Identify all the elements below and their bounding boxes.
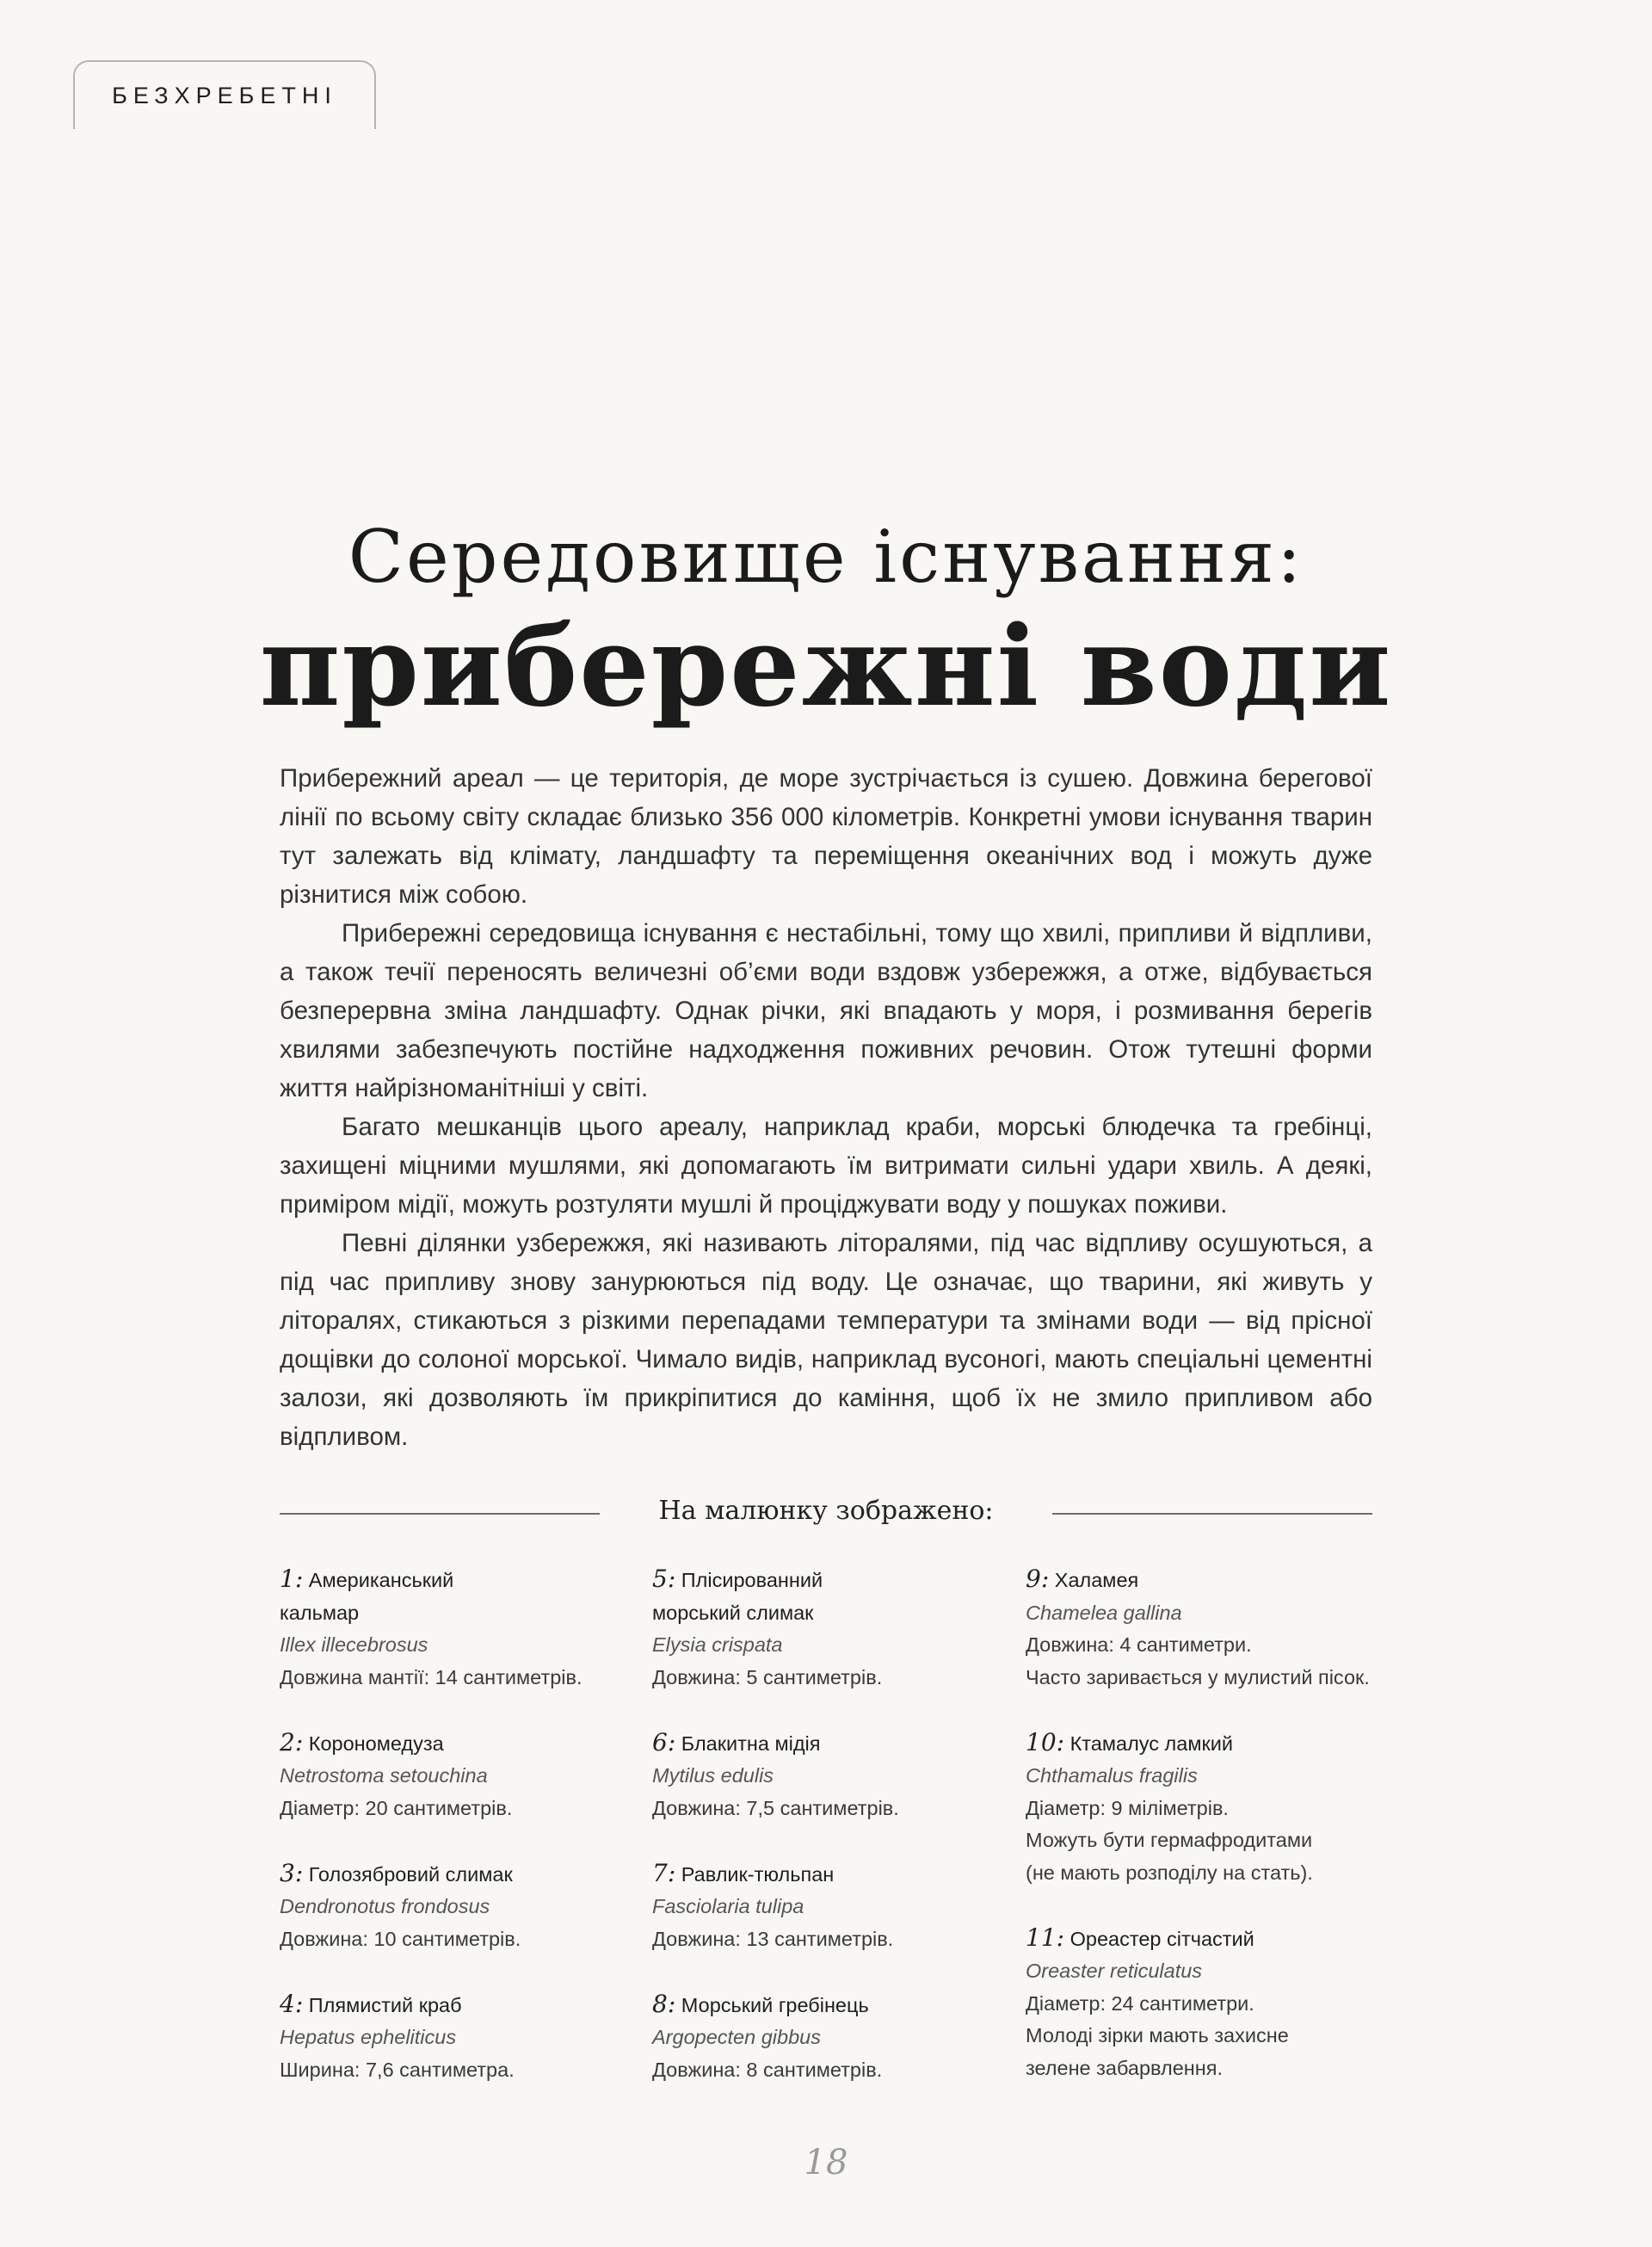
legend-item-name: Корономедуза (308, 1732, 444, 1755)
legend-item-number: 9: (1026, 1565, 1050, 1593)
legend-item-number: 2: (280, 1727, 304, 1756)
legend-item (1026, 1563, 1387, 1694)
legend-item-heading (652, 1988, 996, 2022)
section-tab-label: БЕЗХРЕБЕТНІ (112, 83, 337, 108)
legend-column-2 (652, 1563, 996, 2119)
legend-item-detail: Довжина: 13 сантиметрів. (652, 1927, 894, 1950)
legend-item-detail: Довжина мантії: 14 сантиметрів. (280, 1665, 583, 1688)
legend-item-heading (280, 1726, 624, 1761)
legend-item-number: 5: (652, 1565, 676, 1593)
section-tab (73, 60, 376, 129)
legend-item-heading (652, 1857, 996, 1892)
legend-item-name: Ореастер сітчастий (1069, 1927, 1254, 1950)
legend-item-name: Морський гребінець (681, 1993, 869, 2016)
legend-item-latin: Elysia crispata (652, 1633, 783, 1656)
legend-item (1026, 1726, 1387, 1890)
legend-item-detail: Довжина: 10 сантиметрів. (280, 1927, 521, 1950)
legend-item (652, 1726, 996, 1825)
legend-item-latin: Chthamalus fragilis (1026, 1764, 1198, 1787)
legend-item (652, 1988, 996, 2087)
legend-item (280, 1726, 624, 1825)
legend-item-number: 11: (1026, 1923, 1065, 1952)
legend-item-number: 8: (652, 1989, 676, 2018)
legend-item-detail: зелене забарвлення. (1026, 2056, 1223, 2079)
legend-item-number: 7: (652, 1858, 676, 1887)
legend-item-detail: Довжина: 7,5 сантиметрів. (652, 1796, 899, 1819)
legend-item-heading (280, 1988, 624, 2022)
legend-item-name: Халамея (1054, 1569, 1139, 1591)
page-title-line1: Середовище існування: (348, 515, 1304, 599)
legend-item-detail: Довжина: 4 сантиметри. (1026, 1633, 1252, 1656)
legend-item-name: Американський кальмар (280, 1569, 454, 1624)
legend-item-name: Плямистий краб (308, 1993, 462, 2016)
legend-item (652, 1857, 996, 1956)
legend-item-detail: Ширина: 7,6 сантиметра. (280, 2058, 515, 2081)
legend-item-detail: Діаметр: 20 сантиметрів. (280, 1796, 513, 1819)
legend-item-number: 1: (280, 1565, 304, 1593)
legend-item-name: Плісированний морський слимак (652, 1569, 823, 1624)
legend-item-heading (280, 1563, 486, 1629)
page-number: 18 (804, 2143, 848, 2182)
legend-item-name: Ктамалус ламкий (1069, 1732, 1234, 1755)
legend-item-detail: (не мають розподілу на стать). (1026, 1861, 1313, 1884)
legend-item-latin: Chamelea gallina (1026, 1601, 1182, 1624)
legend-item-detail: Діаметр: 9 міліметрів. (1026, 1796, 1229, 1819)
legend-item-heading (1026, 1922, 1387, 1956)
paragraph: Прибережні середовища існування є нестабільні, тому що хвилі, припливи й відпливи, а також течії переносять величезні об’єми води вздовж узбережжя, а отже, відбувається безперервна зміна ландшафту. Однак річки, які впадають у моря, і розмивання берегів хвилями забезпечують постійне надходження поживних речовин. Отож тутешні форми життя найрізноманітніші у світі. (280, 919, 1372, 1102)
legend-item-heading (652, 1563, 859, 1629)
legend-item (1026, 1922, 1387, 2085)
legend-item-latin: Argopecten gibbus (652, 2026, 821, 2048)
legend-title: На малюнку зображено: (658, 1496, 994, 1526)
legend-column-1 (280, 1563, 624, 2119)
legend-item-latin: Oreaster reticulatus (1026, 1960, 1203, 1982)
paragraph: Багато мешканців цього ареалу, наприклад краби, морські блюдечка та гребінці, захищені міцними мушлями, які допомагають їм витримати сильні удари хвиль. А деякі, приміром мідії, можуть розтуляти мушлі й проціджувати воду у пошуках поживи. (280, 1113, 1372, 1219)
paragraph: Прибережний ареал — це територія, де море зустрічається із сушею. Довжина берегової лінії по всьому світу складає близько 356 000 кілометрів. Конкретні умови існування тварин тут залежать від клімату, ландшафту та переміщення океанічних вод і можуть дуже різнитися між собою. (280, 764, 1372, 909)
legend-item-detail: Довжина: 8 сантиметрів. (652, 2058, 883, 2081)
legend-item-latin: Fasciolaria tulipa (652, 1895, 804, 1917)
legend-item-number: 4: (280, 1989, 304, 2018)
legend-item-name: Равлик-тюльпан (681, 1862, 835, 1886)
legend-item (280, 1988, 624, 2087)
divider-right (1052, 1513, 1372, 1515)
legend-item-name: Блакитна мідія (681, 1732, 821, 1755)
legend-item-number: 3: (280, 1858, 304, 1887)
legend-item-detail: Довжина: 5 сантиметрів. (652, 1665, 883, 1688)
legend-item-name: Голозябровий слимак (308, 1862, 513, 1886)
legend-item-heading (652, 1726, 996, 1761)
body-text (280, 759, 1372, 1456)
legend-item-heading (280, 1857, 624, 1892)
legend-item-detail: Часто заривається у мулистий пісок. (1026, 1665, 1370, 1688)
legend-item-latin: Dendronotus frondosus (280, 1895, 490, 1917)
legend-item-number: 6: (652, 1727, 676, 1756)
legend-item-latin: Hepatus epheliticus (280, 2026, 457, 2048)
legend-item-heading (1026, 1563, 1387, 1597)
legend-item-latin: Mytilus edulis (652, 1764, 774, 1787)
page-title-line2: прибережні води (259, 602, 1393, 732)
paragraph: Певні ділянки узбережжя, які називають літоралями, під час відпливу осушуються, а під час припливу знову занурюються під воду. Це означає, що тварини, які живуть у літоралях, стикаються з різкими перепадами температури та змінами води — від прісної дощівки до солоної морської. Чимало видів, наприклад вусоногі, мають спеціальні цементні залози, які дозволяють їм прикріпитися до каміння, щоб їх не змило припливом або відпливом. (280, 1229, 1372, 1451)
legend-item-detail: Діаметр: 24 сантиметри. (1026, 1991, 1254, 2015)
legend-column-3 (1026, 1563, 1387, 2117)
legend-item-latin: Illex illecebrosus (280, 1633, 428, 1656)
legend-item (280, 1563, 624, 1694)
legend-item-detail: Можуть бути гермафродитами (1026, 1829, 1313, 1851)
legend-item-latin: Netrostoma setouchina (280, 1764, 488, 1787)
legend-item (280, 1857, 624, 1956)
legend-item (652, 1563, 996, 1694)
legend-item-detail: Молоді зірки мають захисне (1026, 2024, 1289, 2046)
legend-item-heading (1026, 1726, 1387, 1761)
legend-item-number: 10: (1026, 1727, 1065, 1756)
